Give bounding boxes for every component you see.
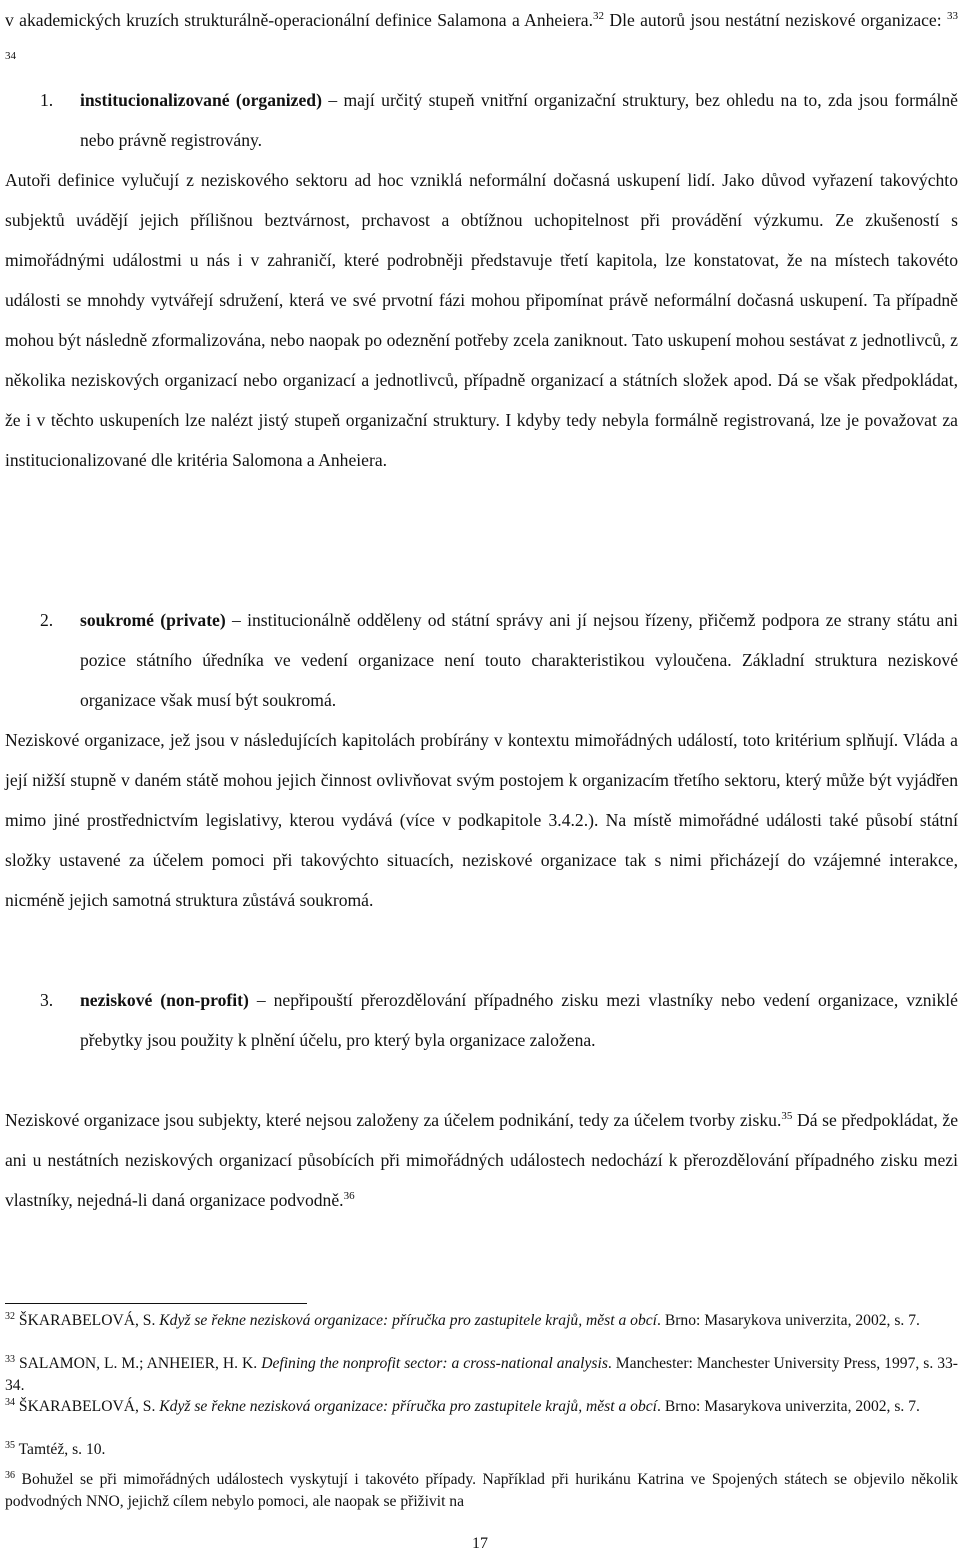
list-item-2 [40, 600, 959, 720]
intro-text-continued: Dle autorů jsou nestátní neziskové organizace: [604, 10, 942, 30]
page-number: 17 [472, 1535, 488, 1552]
list-number: 1. [40, 90, 54, 110]
footnote-text: . Brno: Masarykova univerzita, 2002, s. 7. [657, 1398, 920, 1415]
footnote-number: 33 [5, 1354, 15, 1365]
footnote-32 [5, 1310, 958, 1332]
list-text: – institucionálně odděleny od státní správy ani jí nejsou řízeny, přičemž podpora ze strany státu ani pozice státního úředníka ve vedení organizace není touto charakteristikou vyloučena. Základní struktura neziskové organizace však musí být soukromá. [80, 610, 959, 710]
footnote-text: Tamtéž, s. 10. [15, 1441, 106, 1458]
footnote-text: SALAMON, L. M.; ANHEIER, H. K. [15, 1355, 262, 1372]
footnote-ref-34[interactable]: 34 [5, 50, 16, 62]
body-paragraph-2: Neziskové organizace, jež jsou v následujících kapitolách probírány v kontextu mimořádných událostí, toto kritérium splňují. Vláda a její nižší stupně v daném státě mohou jejich činnost ovlivňovat svým postojem k organizacím třetího sektoru, který může být vyjádřen mimo jiné prostřednictvím legislativy, kterou vydává (více v podkapitole 3.4.2.). Na místě mimořádné události také působí státní složky ustavené za účelem pomoci při takovýchto situacích, neziskové organizace tak s nimi přicházejí do vzájemné interakce, nicméně jejich samotná struktura zůstává soukromá. [5, 730, 958, 910]
body-paragraph-3 [5, 1100, 958, 1220]
footnote-title: Když se řekne nezisková organizace: příručka pro zastupitele krajů, měst a obcí [159, 1312, 658, 1329]
list-text: – nepřipouští přerozdělování případného zisku mezi vlastníky nebo vedení organizace, vzniklé přebytky jsou použity k plnění účelu, pro který byla organizace založena. [80, 990, 958, 1050]
list-term: soukromé (private) [80, 610, 226, 630]
list-text: – mají určitý stupeň vnitřní organizační struktury, bez ohledu na to, zda jsou formálně nebo právně registrovány. [80, 90, 958, 150]
footnote-text: Bohužel se při mimořádných událostech vyskytují i takovéto případy. Například při hurikánu Katrina ve Spojených státech se objevilo několik podvodných NNO, jejichž cílem nebylo pomoci, ale naopak se přiživit na [5, 1471, 958, 1510]
footnote-divider [5, 1303, 307, 1304]
footnote-36 [5, 1469, 958, 1512]
intro-text: v akademických kruzích strukturálně-operacionální definice Salamona a Anheiera. [5, 10, 594, 30]
paragraph-text: Neziskové organizace jsou subjekty, které nejsou založeny za účelem podnikání, tedy za účelem tvorby zisku. [5, 1110, 782, 1130]
footnote-ref-32[interactable]: 32 [593, 10, 605, 22]
list-term: institucionalizované (organized) [80, 90, 322, 110]
list-item-3 [40, 980, 958, 1060]
footnote-text: ŠKARABELOVÁ, S. [15, 1312, 160, 1329]
footnote-title: Defining the nonprofit sector: a cross-national analysis [261, 1355, 608, 1372]
paragraph-text-continued: Dá se předpokládat, že ani u nestátních neziskových organizací působících při mimořádných událostech nedochází k přerozdělování případného zisku mezi vlastníky, nejedná-li daná organizace podvodně. [5, 1110, 958, 1210]
footnote-text: . Manchester: Manchester University Press, 1997, s. 33-34. [5, 1355, 958, 1394]
list-number: 2. [40, 610, 54, 630]
footnote-text: . Brno: Masarykova univerzita, 2002, s. 7. [657, 1312, 920, 1329]
footnote-text: ŠKARABELOVÁ, S. [15, 1398, 160, 1415]
footnote-ref-33[interactable]: 33 [947, 10, 958, 22]
footnote-number: 32 [5, 1311, 15, 1322]
list-term: neziskové (non-profit) [80, 990, 249, 1010]
footnote-ref-36[interactable]: 36 [343, 1190, 355, 1202]
footnote-35 [5, 1439, 958, 1461]
footnote-number: 35 [5, 1440, 15, 1451]
footnote-33 [5, 1353, 958, 1396]
footnote-number: 36 [5, 1470, 15, 1481]
footnote-number: 34 [5, 1397, 15, 1408]
body-paragraph-1: Autoři definice vylučují z neziskového sektoru ad hoc vzniklá neformální dočasná uskupení lidí. Jako důvod vyřazení takovýchto subjektů uvádějí jejich přílišnou beztvárnost, prchavost a obtížnou uchopitelnost při provádění výzkumu. Ze zkušeností s mimořádnými událostmi u nás i v zahraničí, které podrobněji představuje třetí kapitola, lze konstatovat, že na místech takovéto události se mnohdy vytvářejí sdružení, která ve své prvotní fázi mohou připomínat právě neformální dočasná uskupení. Ta případně mohou být následně zformalizována, nebo naopak po odeznění potřeby zcela zaniknout. Tato uskupení mohou sestávat z jednotlivců, z několika neziskových organizací nebo organizací a jednotlivců, případně organizací a státních složek apod. Dá se však předpokládat, že i v těchto uskupeních lze nalézt jistý stupeň organizační struktury. I kdyby tedy nebyla formálně registrovaná, lze je považovat za institucionalizované dle kritéria Salomona a Anheiera. [5, 170, 958, 470]
footnote-title: Když se řekne nezisková organizace: příručka pro zastupitele krajů, měst a obcí [159, 1398, 658, 1415]
intro-paragraph [5, 0, 958, 80]
footnote-34 [5, 1396, 958, 1418]
list-number: 3. [40, 990, 54, 1010]
footnote-ref-35[interactable]: 35 [781, 1110, 793, 1122]
list-item-1 [40, 80, 958, 160]
